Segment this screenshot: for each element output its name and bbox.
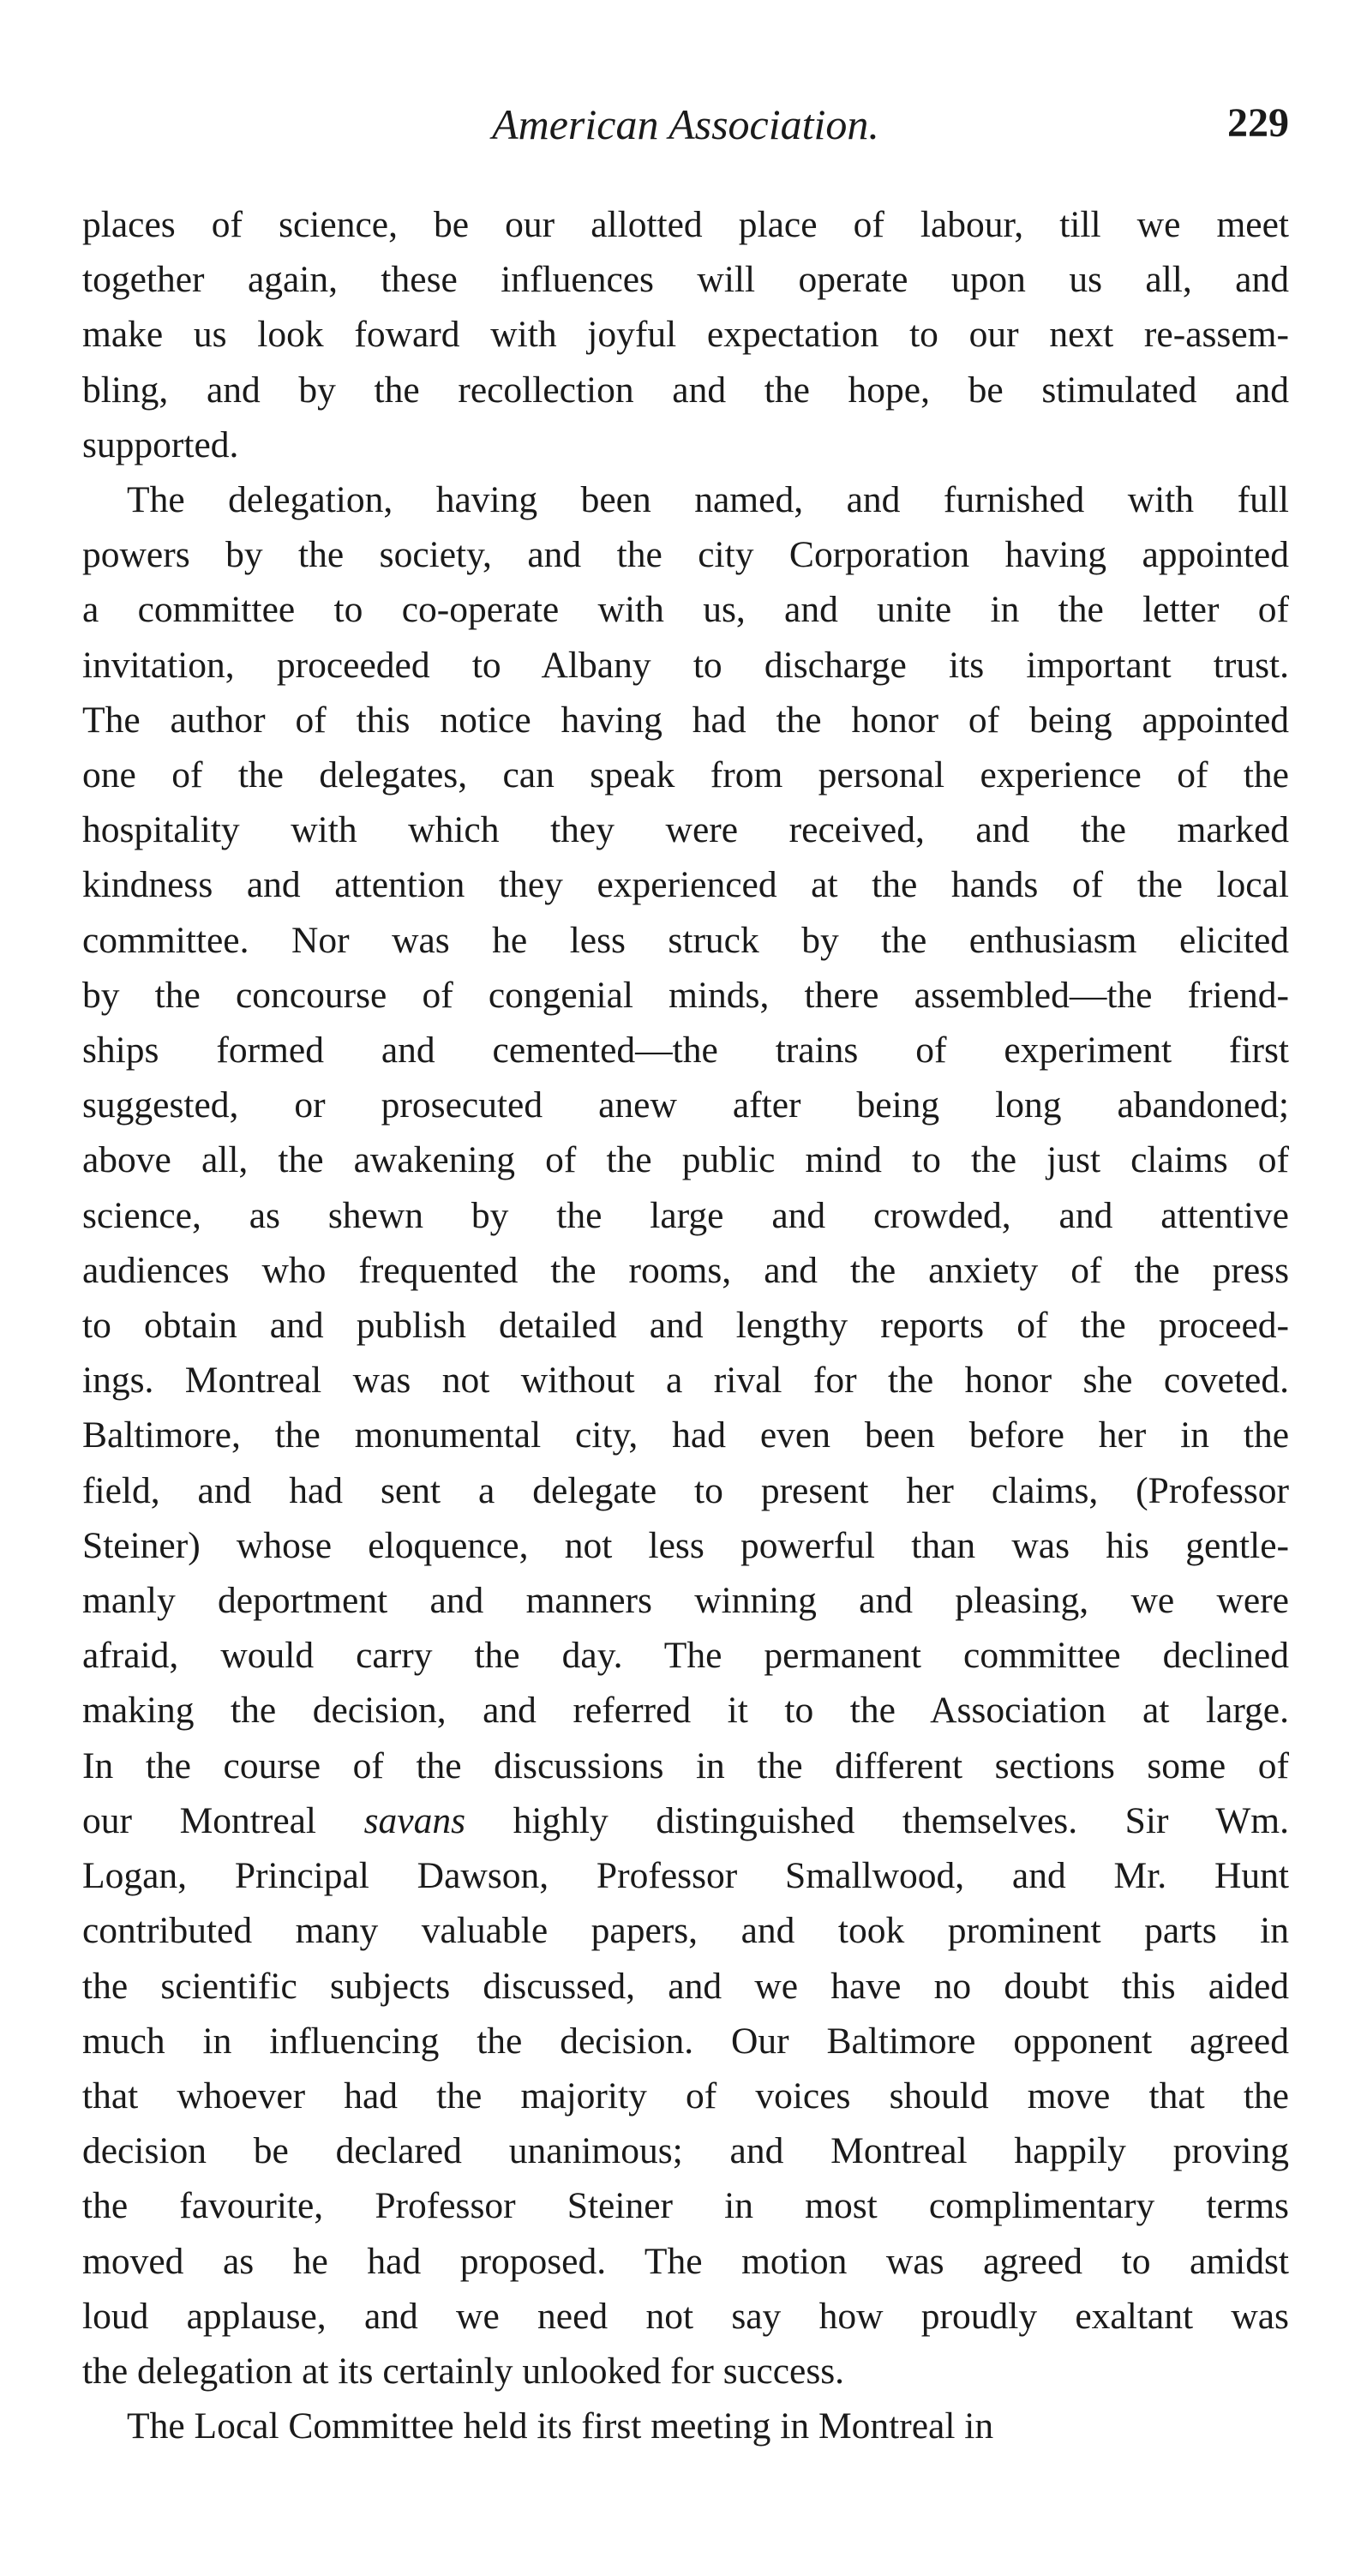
text-line: The author of this notice having had the honor of being appointed [82, 699, 1289, 741]
running-head [82, 94, 1289, 163]
text-line: together again, these influences will operate upon us all, and [82, 259, 1289, 301]
text-line: afraid, would carry the day. The permanent committee declined [82, 1635, 1289, 1677]
text-line: our Montreal savans highly distinguished themselves. Sir Wm. [82, 1799, 1289, 1841]
text-line: supported. [82, 423, 239, 465]
text-line: much in influencing the decision. Our Baltimore opponent agreed [82, 2020, 1289, 2062]
text-line: ships formed and cemented—the trains of experiment first [82, 1030, 1289, 1072]
text-line: invitation, proceeded to Albany to discharge its important trust. [82, 644, 1289, 686]
italic-term: savans [363, 1799, 466, 1841]
text-line: manly deportment and manners winning and pleasing, we were [82, 1580, 1289, 1622]
text-line: decision be declared unanimous; and Montreal happily proving [82, 2130, 1289, 2172]
text-line: powers by the society, and the city Corporation having appointed [82, 534, 1289, 576]
text-line: loud applause, and we need not say how proudly exaltant was [82, 2295, 1289, 2337]
text-line: ings. Montreal was not without a rival for the honor she coveted. [82, 1360, 1289, 1402]
text-line: Logan, Principal Dawson, Professor Smallwood, and Mr. Hunt [82, 1855, 1289, 1897]
running-title: American Association. [492, 100, 879, 148]
text-line: places of science, be our allotted place of labour, till we meet [82, 204, 1289, 245]
text-line: In the course of the discussions in the different sections some of [82, 1744, 1289, 1786]
text-line: the scientific subjects discussed, and we have no doubt this aided [82, 1965, 1289, 2007]
text-line: audiences who frequented the rooms, and the anxiety of the press [82, 1249, 1289, 1291]
text-line: the delegation at its certainly unlooked for success. [82, 2350, 845, 2392]
text-line: suggested, or prosecuted anew after being long abandoned; [82, 1084, 1289, 1126]
text-line: contributed many valuable papers, and took prominent parts in [82, 1910, 1289, 1952]
text-line: Steiner) whose eloquence, not less powerful than was his gentle- [82, 1524, 1289, 1566]
text-line: making the decision, and referred it to the Association at large. [82, 1690, 1289, 1732]
text-line: committee. Nor was he less struck by the enthusiasm elicited [82, 919, 1289, 961]
text-line: The Local Committee held its first meeting in Montreal in [127, 2405, 994, 2447]
paragraph [82, 472, 1289, 2399]
text-line: make us look foward with joyful expectation to our next re-assem- [82, 314, 1289, 356]
paragraph [82, 2399, 1289, 2453]
text-line: Baltimore, the monumental city, had even been before her in the [82, 1414, 1289, 1456]
body-text [82, 197, 1289, 2453]
page-number: 229 [1227, 100, 1289, 146]
text-line: that whoever had the majority of voices should move that the [82, 2075, 1289, 2117]
text-line: science, as shewn by the large and crowded, and attentive [82, 1194, 1289, 1236]
text-line: a committee to co-operate with us, and unite in the letter of [82, 589, 1289, 631]
text-line: The delegation, having been named, and furnished with full [127, 479, 1289, 521]
text-line: bling, and by the recollection and the hope, be stimulated and [82, 369, 1289, 411]
text-line: field, and had sent a delegate to present her claims, (Professor [82, 1469, 1289, 1511]
text-line: the favourite, Professor Steiner in most complimentary terms [82, 2185, 1289, 2227]
paragraph [82, 197, 1289, 472]
text-line: to obtain and publish detailed and lengthy reports of the proceed- [82, 1305, 1289, 1347]
text-line: above all, the awakening of the public mind to the just claims of [82, 1139, 1289, 1181]
text-line: kindness and attention they experienced at the hands of the local [82, 864, 1289, 906]
book-page [82, 94, 1289, 2453]
text-line: hospitality with which they were received, and the marked [82, 809, 1289, 851]
text-line: by the concourse of congenial minds, there assembled—the friend- [82, 974, 1289, 1016]
text-line: moved as he had proposed. The motion was agreed to amidst [82, 2240, 1289, 2282]
text-line: one of the delegates, can speak from personal experience of the [82, 754, 1289, 796]
